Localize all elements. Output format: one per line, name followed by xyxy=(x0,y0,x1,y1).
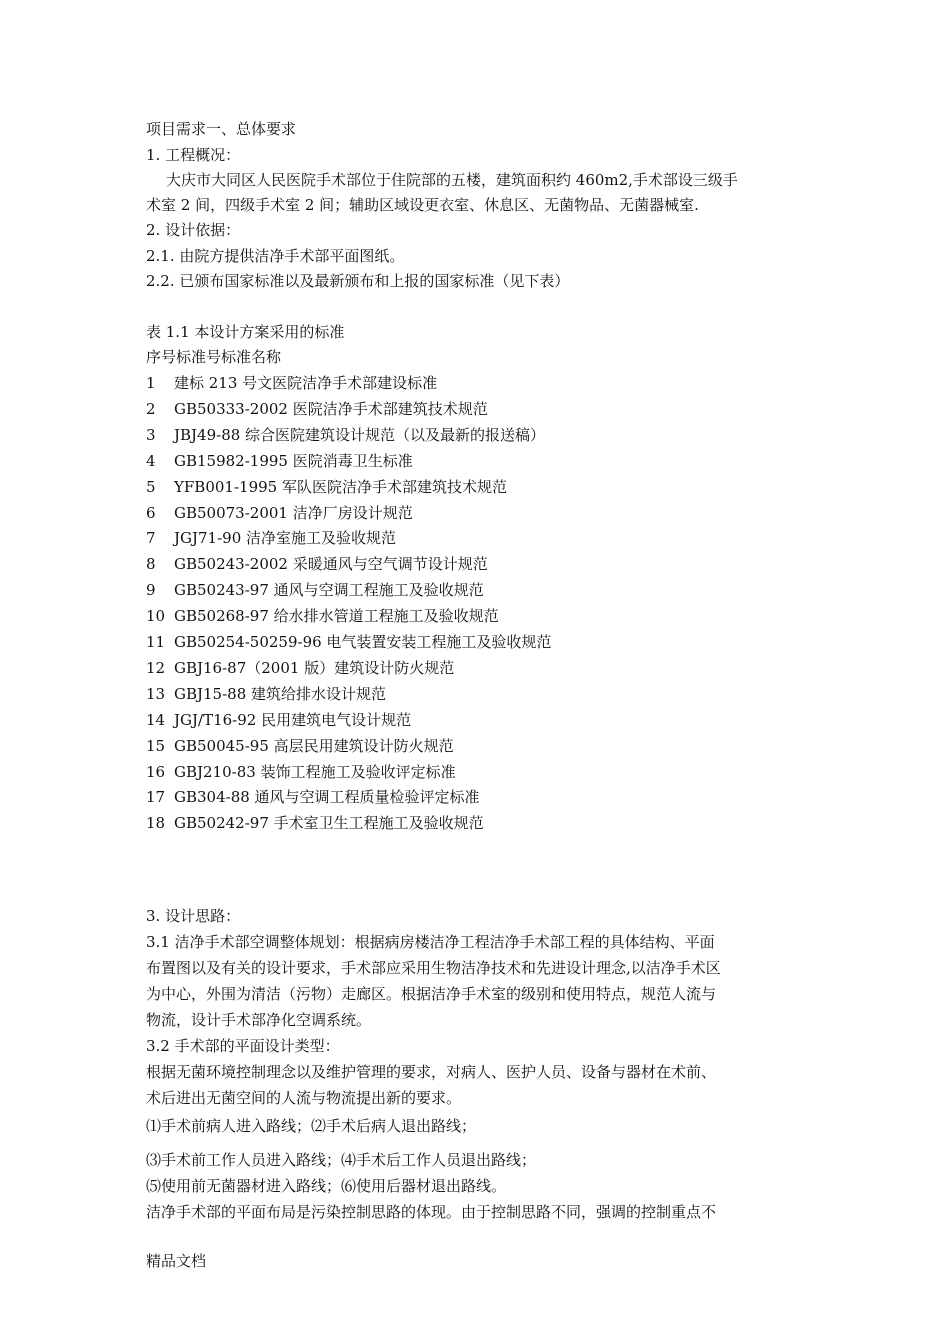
basis-heading: 2. 设计依据： xyxy=(146,221,241,239)
row-number: 14 xyxy=(146,711,166,729)
design-3-1-line-3: 为中心，外围为清洁（污物）走廊区。根据洁净手术室的级别和使用特点，规范人流与 xyxy=(146,985,717,1003)
table-row xyxy=(146,554,488,574)
table-row xyxy=(146,632,551,652)
table-row xyxy=(146,710,411,730)
row-number: 17 xyxy=(146,788,166,806)
row-standard: GB50333-2002 医院洁净手术部建筑技术规范 xyxy=(174,400,488,418)
row-standard: GBJ15-88 建筑给排水设计规范 xyxy=(174,685,387,703)
table-row xyxy=(146,373,437,393)
row-number: 5 xyxy=(146,478,156,496)
table-header: 序号标准号标准名称 xyxy=(146,348,282,366)
row-number: 11 xyxy=(146,633,166,651)
table-row xyxy=(146,477,507,497)
table-row xyxy=(146,606,499,626)
design-3-1-line-1: 3.1 洁净手术部空调整体规划：根据病房楼洁净工程洁净手术部工程的具体结构、平面 xyxy=(146,933,715,951)
row-standard: GBJ16-87（2001 版）建筑设计防火规范 xyxy=(174,659,455,677)
row-number: 2 xyxy=(146,400,156,418)
table-row xyxy=(146,399,488,419)
row-number: 7 xyxy=(146,529,156,547)
row-number: 15 xyxy=(146,737,166,755)
row-standard: YFB001-1995 军队医院洁净手术部建筑技术规范 xyxy=(174,478,507,496)
row-standard: GB50268-97 给水排水管道工程施工及验收规范 xyxy=(174,607,499,625)
row-standard: GB50243-2002 采暖通风与空气调节设计规范 xyxy=(174,555,488,573)
row-standard: GB50242-97 手术室卫生工程施工及验收规范 xyxy=(174,814,484,832)
table-caption: 表 1.1 本设计方案采用的标准 xyxy=(146,323,345,341)
design-heading: 3. 设计思路： xyxy=(146,907,241,925)
section-title: 项目需求一、总体要求 xyxy=(146,120,297,138)
design-3-1-line-4: 物流，设计手术部净化空调系统。 xyxy=(146,1011,372,1029)
table-row xyxy=(146,762,456,782)
design-3-2-line-1: 根据无菌环境控制理念以及维护管理的要求，对病人、医护人员、设备与器材在术前、 xyxy=(146,1063,717,1081)
design-3-1-line-2: 布置图以及有关的设计要求，手术部应采用生物洁净技术和先进设计理念,以洁净手术区 xyxy=(146,959,721,977)
row-number: 1 xyxy=(146,374,156,392)
row-standard: GBJ210-83 装饰工程施工及验收评定标准 xyxy=(174,763,456,781)
design-3-2-heading: 3.2 手术部的平面设计类型： xyxy=(146,1037,340,1055)
row-number: 3 xyxy=(146,426,156,444)
row-number: 12 xyxy=(146,659,166,677)
row-number: 18 xyxy=(146,814,166,832)
row-number: 13 xyxy=(146,685,166,703)
row-number: 16 xyxy=(146,763,166,781)
row-standard: 建标 213 号文医院洁净手术部建设标准 xyxy=(174,374,438,392)
overview-line-1: 大庆市大同区人民医院手术部位于住院部的五楼，建筑面积约 460m2,手术部设三级手 xyxy=(166,171,738,189)
table-row xyxy=(146,528,396,548)
design-3-2-line-2: 术后进出无菌空间的人流与物流提出新的要求。 xyxy=(146,1089,462,1107)
row-standard: GB50073-2001 洁净厂房设计规范 xyxy=(174,504,413,522)
row-standard: GB50243-97 通风与空调工程施工及验收规范 xyxy=(174,581,484,599)
row-number: 9 xyxy=(146,581,156,599)
row-standard: JGJ/T16-92 民用建筑电气设计规范 xyxy=(174,711,412,729)
row-standard: GB50045-95 高层民用建筑设计防火规范 xyxy=(174,737,454,755)
table-row xyxy=(146,658,454,678)
overview-line-2: 术室 2 间，四级手术室 2 间；辅助区域设更衣室、休息区、无菌物品、无菌器械室. xyxy=(146,196,699,214)
row-standard: GB50254-50259-96 电气装置安装工程施工及验收规范 xyxy=(174,633,552,651)
design-last-line: 洁净手术部的平面布局是污染控制思路的体现。由于控制思路不同，强调的控制重点不 xyxy=(146,1203,717,1221)
route-line-1: ⑴手术前病人进入路线；⑵手术后病人退出路线； xyxy=(146,1117,477,1135)
row-number: 8 xyxy=(146,555,156,573)
table-row xyxy=(146,580,484,600)
table-row xyxy=(146,736,454,756)
row-standard: GB304-88 通风与空调工程质量检验评定标准 xyxy=(174,788,480,806)
row-number: 6 xyxy=(146,504,156,522)
table-row xyxy=(146,684,386,704)
basis-item-2: 2.2. 已颁布国家标准以及最新颁布和上报的国家标准（见下表） xyxy=(146,272,570,290)
row-standard: JGJ71-90 洁净室施工及验收规范 xyxy=(174,529,397,547)
route-line-3: ⑸使用前无菌器材进入路线；⑹使用后器材退出路线。 xyxy=(146,1177,507,1195)
route-line-2: ⑶手术前工作人员进入路线；⑷手术后工作人员退出路线； xyxy=(146,1151,537,1169)
footer-watermark: 精品文档 xyxy=(146,1252,207,1270)
row-number: 10 xyxy=(146,607,166,625)
table-row xyxy=(146,425,545,445)
overview-heading: 1. 工程概况： xyxy=(146,146,241,164)
row-standard: JBJ49-88 综合医院建筑设计规范（以及最新的报送稿） xyxy=(174,426,546,444)
basis-item-1: 2.1. 由院方提供洁净手术部平面图纸。 xyxy=(146,247,405,265)
table-row xyxy=(146,503,413,523)
row-number: 4 xyxy=(146,452,156,470)
table-row xyxy=(146,787,480,807)
table-row xyxy=(146,813,484,833)
row-standard: GB15982-1995 医院消毒卫生标准 xyxy=(174,452,413,470)
table-row xyxy=(146,451,413,471)
